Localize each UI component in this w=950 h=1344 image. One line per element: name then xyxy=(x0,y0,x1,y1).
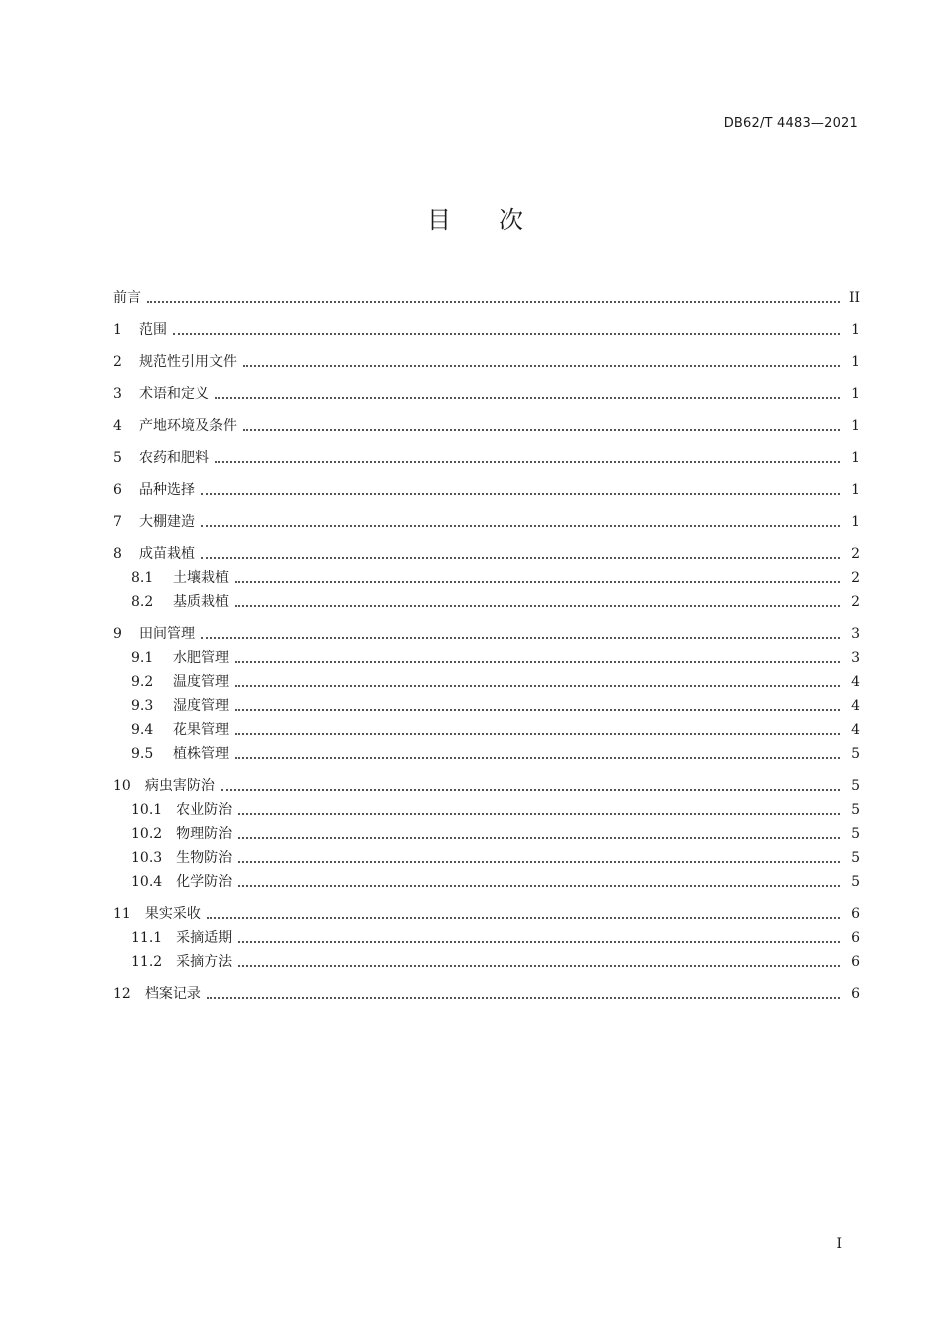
dot-leader xyxy=(238,885,840,887)
toc-entry-page: II xyxy=(848,290,860,306)
toc-entry-title: 术语和定义 xyxy=(139,386,209,402)
dot-leader xyxy=(235,581,840,583)
document-code: DB62/T 4483—2021 xyxy=(723,116,858,131)
toc-entry-page: 4 xyxy=(851,674,860,690)
dot-leader xyxy=(201,493,840,495)
toc-entry-number: 10.1 xyxy=(131,802,163,818)
toc-entry[interactable] xyxy=(113,592,860,612)
toc-entry-number: 8.1 xyxy=(131,570,154,586)
toc-entry-page: 2 xyxy=(851,594,860,610)
toc-entry-title: 大棚建造 xyxy=(139,514,195,530)
toc-entry-label xyxy=(113,448,209,468)
toc-entry[interactable] xyxy=(113,512,860,532)
toc-entry-number: 10.3 xyxy=(131,850,163,866)
toc-entry-number: 9.3 xyxy=(131,698,154,714)
toc-entry-label xyxy=(113,776,215,796)
toc-entry[interactable] xyxy=(113,776,860,796)
toc-entry-number: 12 xyxy=(113,986,131,1002)
toc-entry-page: 6 xyxy=(851,954,860,970)
toc-entry[interactable] xyxy=(113,352,860,372)
toc-entry-label xyxy=(113,512,195,532)
toc-entry-label xyxy=(113,288,141,308)
toc-entry-title: 档案记录 xyxy=(144,986,201,1002)
toc-entry-number: 3 xyxy=(113,386,122,402)
toc-entry-number: 7 xyxy=(113,514,122,530)
toc-entry-number: 2 xyxy=(113,354,122,370)
toc-entry-label xyxy=(113,872,232,892)
toc-entry-label xyxy=(113,952,232,972)
toc-entry-label xyxy=(113,480,195,500)
toc-entry-label xyxy=(113,568,229,588)
toc-entry-title: 果实采收 xyxy=(144,906,201,922)
toc-entry-label xyxy=(113,800,232,820)
dot-leader xyxy=(147,301,840,303)
toc-entry-title: 物理防治 xyxy=(176,826,233,842)
toc-entry-page: 3 xyxy=(851,626,860,642)
toc-entry[interactable] xyxy=(113,416,860,436)
dot-leader xyxy=(235,685,840,687)
toc-entry[interactable] xyxy=(113,824,860,844)
dot-leader xyxy=(235,709,840,711)
toc-entry[interactable] xyxy=(113,648,860,668)
toc-entry-number: 11.2 xyxy=(131,954,163,970)
toc-entry-title: 化学防治 xyxy=(176,874,233,890)
dot-leader xyxy=(207,917,840,919)
toc-entry-page: 5 xyxy=(851,874,860,890)
toc-entry[interactable] xyxy=(113,848,860,868)
toc-entry-label xyxy=(113,592,229,612)
dot-leader xyxy=(238,813,840,815)
toc-entry-page: 2 xyxy=(851,570,860,586)
toc-entry-label xyxy=(113,624,195,644)
toc-entry-page: 5 xyxy=(851,802,860,818)
toc-entry-label xyxy=(113,320,167,340)
toc-entry-title: 范围 xyxy=(139,322,167,338)
toc-entry[interactable] xyxy=(113,480,860,500)
toc-entry-page: 6 xyxy=(851,930,860,946)
toc-entry[interactable] xyxy=(113,320,860,340)
dot-leader xyxy=(243,365,840,367)
toc-entry-label xyxy=(113,672,229,692)
toc-entry-page: 5 xyxy=(851,778,860,794)
toc-entry-label xyxy=(113,928,232,948)
toc-entry-number: 10 xyxy=(113,778,131,794)
toc-entry-number: 11.1 xyxy=(131,930,163,946)
toc-entry[interactable] xyxy=(113,952,860,972)
toc-entry-title: 成苗栽植 xyxy=(139,546,195,562)
dot-leader xyxy=(235,661,840,663)
table-of-contents xyxy=(113,288,860,1004)
toc-entry-page: 1 xyxy=(851,450,860,466)
toc-entry-number: 9.5 xyxy=(131,746,154,762)
toc-entry-title: 生物防治 xyxy=(176,850,233,866)
toc-entry-page: 6 xyxy=(851,986,860,1002)
toc-entry-number: 9.4 xyxy=(131,722,154,738)
toc-entry[interactable] xyxy=(113,288,860,308)
toc-entry-number: 9.1 xyxy=(131,650,154,666)
toc-entry[interactable] xyxy=(113,544,860,564)
toc-entry-number: 8.2 xyxy=(131,594,154,610)
dot-leader xyxy=(235,605,840,607)
toc-entry[interactable] xyxy=(113,672,860,692)
page-number: I xyxy=(836,1236,842,1252)
dot-leader xyxy=(238,837,840,839)
toc-entry-title: 湿度管理 xyxy=(173,698,229,714)
toc-entry-label xyxy=(113,648,229,668)
toc-entry-page: 1 xyxy=(851,354,860,370)
toc-entry-number: 1 xyxy=(113,322,122,338)
toc-entry-page: 1 xyxy=(851,418,860,434)
toc-entry[interactable] xyxy=(113,384,860,404)
toc-entry-title: 水肥管理 xyxy=(173,650,229,666)
toc-entry[interactable] xyxy=(113,568,860,588)
toc-entry-number: 10.2 xyxy=(131,826,163,842)
dot-leader xyxy=(235,757,840,759)
toc-entry-title: 规范性引用文件 xyxy=(139,354,237,370)
toc-entry-title: 采摘方法 xyxy=(176,954,233,970)
dot-leader xyxy=(201,557,840,559)
toc-entry-page: 1 xyxy=(851,482,860,498)
toc-entry-title: 农药和肥料 xyxy=(139,450,209,466)
toc-entry-label xyxy=(113,848,232,868)
toc-entry-number: 9.2 xyxy=(131,674,154,690)
toc-entry-page: 1 xyxy=(851,322,860,338)
toc-entry-page: 2 xyxy=(851,546,860,562)
toc-entry-number: 6 xyxy=(113,482,122,498)
toc-entry-page: 4 xyxy=(851,722,860,738)
toc-entry-title: 基质栽植 xyxy=(173,594,229,610)
toc-entry-title: 品种选择 xyxy=(139,482,195,498)
toc-entry-title: 病虫害防治 xyxy=(144,778,215,794)
toc-entry-label xyxy=(113,720,229,740)
toc-entry[interactable] xyxy=(113,800,860,820)
toc-entry-title: 前言 xyxy=(113,290,141,306)
toc-entry-page: 3 xyxy=(851,650,860,666)
toc-entry-label xyxy=(113,544,195,564)
dot-leader xyxy=(238,861,840,863)
toc-entry[interactable] xyxy=(113,448,860,468)
toc-entry-number: 4 xyxy=(113,418,122,434)
toc-entry[interactable] xyxy=(113,720,860,740)
dot-leader xyxy=(235,733,840,735)
toc-entry-label xyxy=(113,984,201,1004)
dot-leader xyxy=(207,997,840,999)
dot-leader xyxy=(221,789,840,791)
dot-leader xyxy=(201,637,840,639)
toc-entry-title: 田间管理 xyxy=(139,626,195,642)
toc-entry-page: 5 xyxy=(851,850,860,866)
toc-entry-title: 植株管理 xyxy=(173,746,229,762)
toc-entry-label xyxy=(113,352,237,372)
toc-entry-page: 1 xyxy=(851,514,860,530)
toc-entry-page: 4 xyxy=(851,698,860,714)
toc-entry-label xyxy=(113,904,201,924)
dot-leader xyxy=(238,965,840,967)
toc-entry-page: 5 xyxy=(851,746,860,762)
toc-entry[interactable] xyxy=(113,744,860,764)
toc-entry-number: 8 xyxy=(113,546,122,562)
toc-entry[interactable] xyxy=(113,872,860,892)
toc-entry[interactable] xyxy=(113,696,860,716)
dot-leader xyxy=(173,333,840,335)
toc-entry-label xyxy=(113,384,209,404)
dot-leader xyxy=(215,461,840,463)
toc-entry-title: 采摘适期 xyxy=(176,930,233,946)
toc-entry-label xyxy=(113,416,237,436)
page-title: 目次 xyxy=(427,206,571,234)
toc-entry[interactable] xyxy=(113,928,860,948)
toc-entry-page: 1 xyxy=(851,386,860,402)
toc-entry-title: 花果管理 xyxy=(173,722,229,738)
toc-entry-title: 土壤栽植 xyxy=(173,570,229,586)
toc-entry[interactable] xyxy=(113,984,860,1004)
toc-entry-title: 产地环境及条件 xyxy=(139,418,237,434)
toc-entry-number: 11 xyxy=(113,906,131,922)
toc-entry-label xyxy=(113,696,229,716)
toc-entry[interactable] xyxy=(113,904,860,924)
dot-leader xyxy=(215,397,840,399)
toc-entry[interactable] xyxy=(113,624,860,644)
dot-leader xyxy=(238,941,840,943)
toc-entry-page: 6 xyxy=(851,906,860,922)
toc-entry-page: 5 xyxy=(851,826,860,842)
toc-entry-title: 温度管理 xyxy=(173,674,229,690)
dot-leader xyxy=(201,525,840,527)
toc-entry-number: 9 xyxy=(113,626,122,642)
toc-entry-label xyxy=(113,744,229,764)
toc-entry-label xyxy=(113,824,232,844)
toc-entry-title: 农业防治 xyxy=(176,802,233,818)
toc-entry-number: 5 xyxy=(113,450,122,466)
dot-leader xyxy=(243,429,840,431)
toc-entry-number: 10.4 xyxy=(131,874,163,890)
